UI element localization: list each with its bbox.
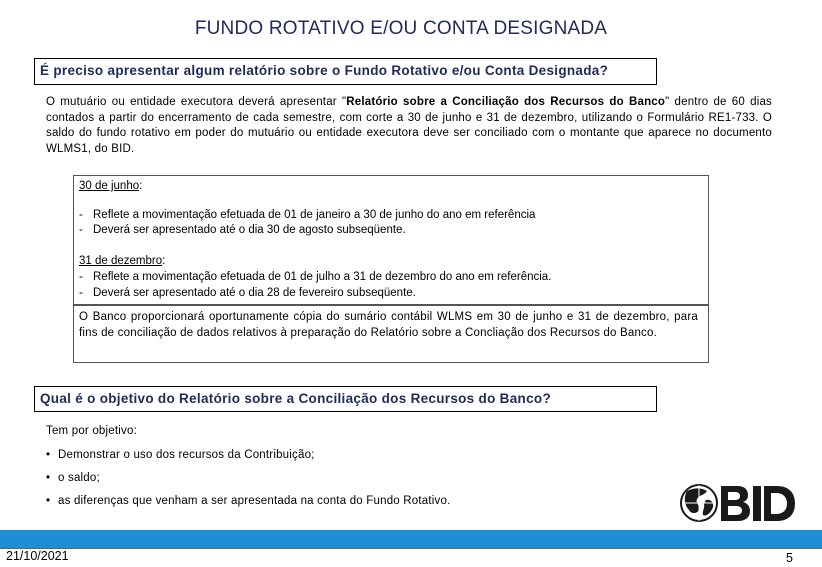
footer-bar [0, 530, 822, 548]
june-heading-text: 30 de junho [79, 180, 140, 192]
paragraph-text-start: O mutuário ou entidade executora deverá apresentar " [46, 96, 347, 108]
december-heading-suffix: : [162, 255, 166, 267]
objective-item-2: • o saldo; [46, 472, 100, 484]
december-heading-text: 31 de dezembro [79, 255, 163, 267]
december-line-2-text: Deverá ser apresentado até o dia 28 de fevereiro subseqüente. [93, 287, 416, 299]
footer-divider [0, 548, 822, 549]
december-line-1: - Reflete a movimentação efetuada de 01 de julho a 31 de dezembro do ano em referência. [79, 271, 552, 283]
objective-item-3: • as diferenças que venham a ser apresentada na conta do Fundo Rotativo. [46, 495, 451, 507]
december-line-2: - Deverá ser apresentado até o dia 28 de fevereiro subseqüente. [79, 287, 416, 299]
report-paragraph [46, 95, 772, 157]
objective-intro: Tem por objetivo: [46, 425, 137, 437]
june-line-2-text: Deverá ser apresentado até o dia 30 de agosto subseqüente. [93, 224, 406, 236]
question-box-2: Qual é o objetivo do Relatório sobre a Conciliação dos Recursos do Banco? [34, 386, 657, 412]
june-heading [79, 179, 142, 194]
report-name-bold: Relatório sobre a Conciliação dos Recursos do Banco [346, 96, 666, 108]
bank-note-box: O Banco proporcionará oportunamente cópia do sumário contábil WLMS em 30 de junho e 31 de dezembro, para fins de conciliação de dados relativos à preparação do Relatório sobre a Concliação dos Recursos do Banco. [73, 305, 709, 363]
paragraph-text-end: " dentro de 60 dias contados a partir do encerramento de cada semestre, com corte a 30 de junho e 31 de dezembro, utilizando o Formulário RE1-733. O saldo do fundo rotativo em poder do mutuário ou entidade executora deve ser conciliado com o montante que aparece no documento WLMS1, do BID. [46, 96, 772, 155]
page-title: FUNDO ROTATIVO E/OU CONTA DESIGNADA [194, 18, 608, 39]
objective-item-1: • Demonstrar o uso dos recursos da Contribuição; [46, 449, 315, 461]
footer-date: 21/10/2021 [6, 549, 69, 563]
question-box-1: É preciso apresentar algum relatório sobre o Fundo Rotativo e/ou Conta Designada? [34, 58, 657, 85]
june-line-2: - Deverá ser apresentado até o dia 30 de agosto subseqüente. [79, 224, 406, 236]
objective-item-3-text: as diferenças que venham a ser apresentada na conta do Fundo Rotativo. [58, 495, 451, 507]
december-heading [79, 254, 165, 269]
june-line-1: - Reflete a movimentação efetuada de 01 de janeiro a 30 de junho do ano em referência [79, 209, 536, 221]
objective-item-1-text: Demonstrar o uso dos recursos da Contribuição; [58, 449, 315, 461]
bid-logo [679, 482, 797, 524]
december-line-1-text: Reflete a movimentação efetuada de 01 de julho a 31 de dezembro do ano em referência. [93, 271, 552, 283]
objective-item-2-text: o saldo; [58, 472, 100, 484]
page-number: 5 [786, 551, 793, 565]
globe-icon [681, 485, 717, 521]
deadlines-box [73, 175, 709, 305]
june-line-1-text: Reflete a movimentação efetuada de 01 de janeiro a 30 de junho do ano em referência [93, 209, 536, 221]
june-heading-suffix: : [139, 180, 143, 192]
